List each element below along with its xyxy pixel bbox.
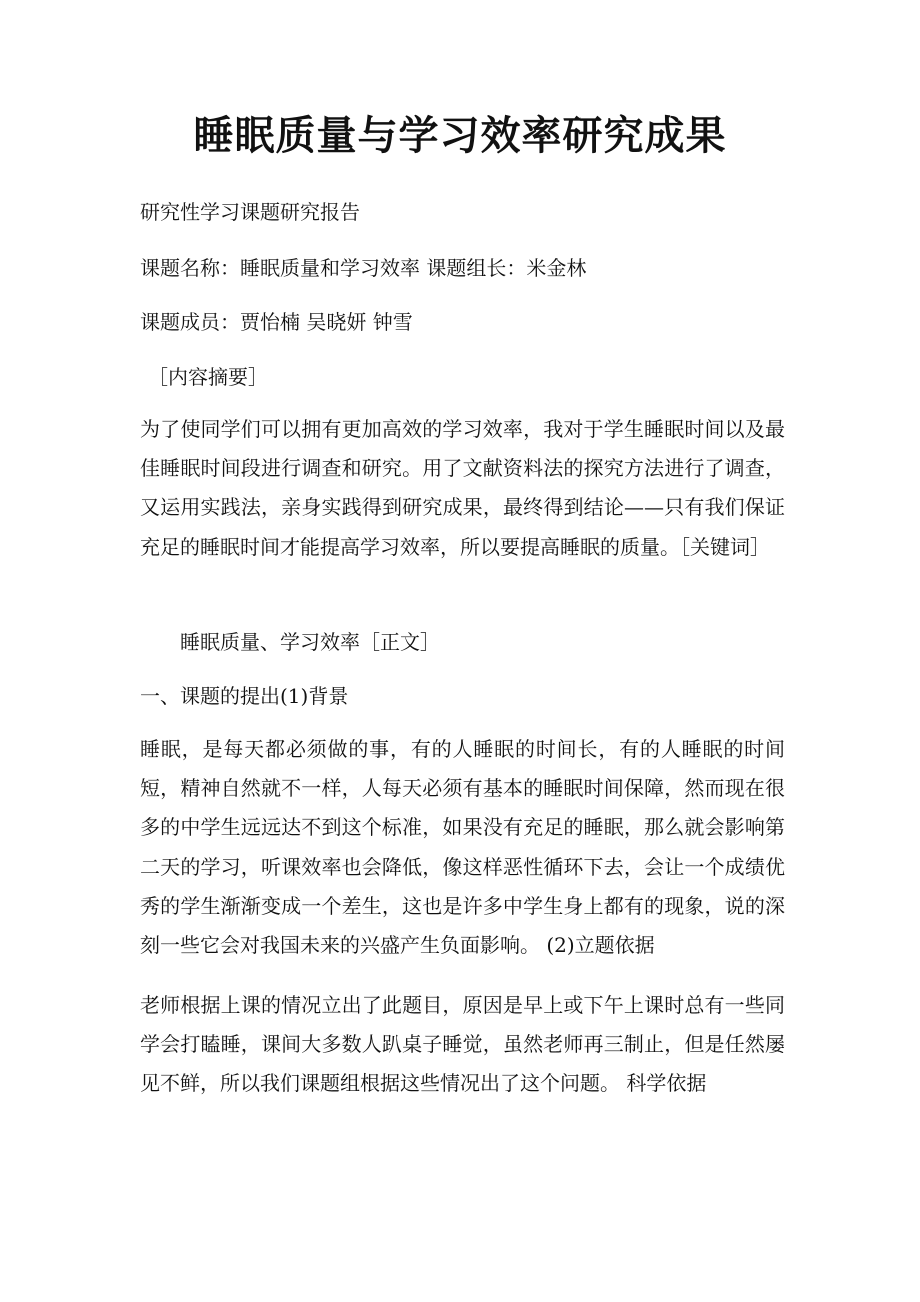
topic-line: 课题名称：睡眠质量和学习效率 课题组长：米金林 [140, 256, 587, 280]
document-title: 睡眠质量与学习效率研究成果 [193, 112, 727, 159]
report-subtitle: 研究性学习课题研究报告 [140, 200, 360, 224]
abstract-paragraph: 为了使同学们可以拥有更加高效的学习效率，我对于学生睡眠时间以及最佳睡眠时间段进行调查和研究。用了文献资料法的探究方法进行了调查，又运用实践法，亲身实践得到研究成果，最终得到结论——只有我们保证充足的睡眠时间才能提高学习效率，所以要提高睡眠的质量。［关键词］ [140, 417, 785, 559]
section-one-heading: 一、课题的提出(1)背景 [140, 684, 349, 708]
abstract-heading: ［内容摘要］ [148, 365, 268, 389]
keywords-line: 睡眠质量、学习效率［正文］ [180, 630, 440, 654]
members-line: 课题成员：贾怡楠 吴晓妍 钟雪 [140, 310, 413, 334]
basis-paragraph: 老师根据上课的情况立出了此题目，原因是早上或下午上课时总有一些同学会打瞌睡，课间大多数人趴桌子睡觉，虽然老师再三制止，但是任然屡见不鲜，所以我们课题组根据这些情况出了这个问题。 科学依据 [140, 993, 785, 1096]
background-paragraph: 睡眠，是每天都必须做的事，有的人睡眠的时间长，有的人睡眠的时间短，精神自然就不一样，人每天必须有基本的睡眠时间保障，然而现在很多的中学生远远达不到这个标准，如果没有充足的睡眠，那么就会影响第二天的学习，听课效率也会降低，像这样恶性循环下去，会让一个成绩优秀的学生渐渐变成一个差生，这也是许多中学生身上都有的现象，说的深刻一些它会对我国未来的兴盛产生负面影响。 (2)立题依据 [140, 737, 785, 958]
